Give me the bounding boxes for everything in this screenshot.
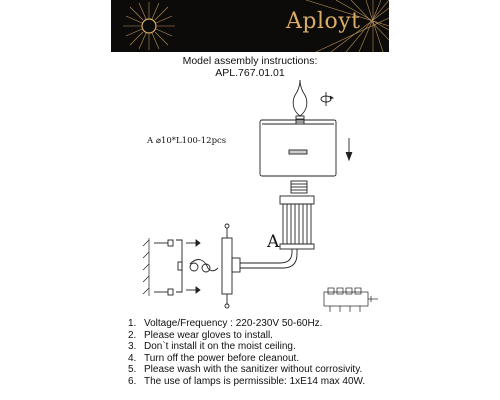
screw-icon [154, 240, 200, 295]
wiring-diagram-icon [324, 288, 378, 312]
brand-name: Aployt [286, 9, 361, 34]
instructions-list [128, 318, 365, 388]
page-title: Model assembly instructions: [182, 55, 318, 67]
instruction-item: 1. Voltage/Frequency : 220-230V 50-60Hz. [128, 318, 323, 329]
instruction-item: 2. Please wear gloves to install. [128, 329, 273, 341]
instruction-item: 4. Turn off the power before cleanout. [128, 352, 300, 364]
part-label-a: A [267, 232, 280, 252]
parts-label: A [147, 136, 154, 146]
parts-spec [147, 136, 226, 146]
wall-plate-icon [222, 238, 232, 294]
crystal-holder-icon [280, 196, 314, 249]
bulb-icon [293, 80, 307, 116]
instruction-item: 6. The use of lamps is permissible: 1xE14 max 40W. [128, 375, 366, 387]
lamp-shade-icon [260, 120, 336, 176]
model-number: APL.767.01.01 [215, 67, 285, 79]
parts-spec-text: ⌀10*L100-12pcs [155, 136, 227, 146]
instruction-item: 5. Please wash with the sanitizer without corrosivity. [128, 364, 363, 376]
rotate-icon [321, 92, 333, 106]
instruction-item: 3. Don`t install it on the moist ceiling. [128, 341, 296, 353]
